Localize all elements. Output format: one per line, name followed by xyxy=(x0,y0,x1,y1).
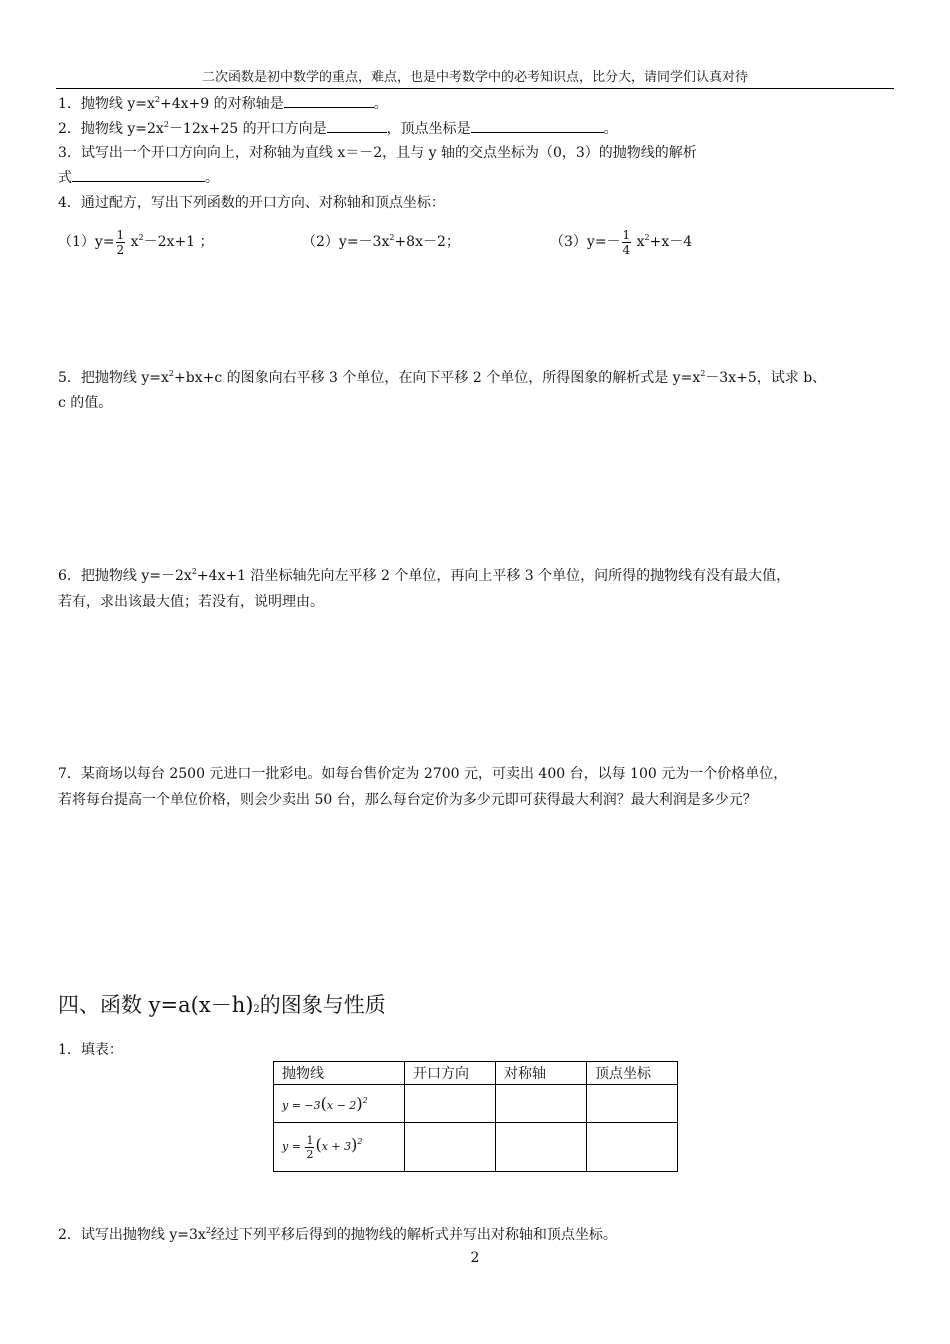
q4p1-rest: －2x+1 ； xyxy=(143,234,214,250)
question-4-title: 4．通过配方，写出下列函数的开口方向、对称轴和顶点坐标： xyxy=(58,195,445,211)
row1-vertex-cell[interactable] xyxy=(587,1085,678,1123)
fill-in-table xyxy=(273,1061,678,1172)
q1-exponent: 2 xyxy=(154,95,160,104)
header-rule xyxy=(56,88,894,89)
question-translation: 2．试写出抛物线 $y=3x^2$经过下列平移后得到的抛物线的解析式并写出对称轴和顶点坐标。 xyxy=(58,1226,617,1243)
question-6-line-1: 6．把抛物线 $y=-2x^2+4x+1$ 沿坐标轴先向左平移 2 个单位，再向上平移 3 个单位，问所得的抛物线有没有最大值， xyxy=(58,567,791,584)
question-7-line-2: 若将每台提高一个单位价格，则会少卖出 50 台，那么每台定价为多少元即可获得最大利润？最大利润是多少元？ xyxy=(58,792,757,808)
q4p1-fraction: $\frac{1}{2}$ xyxy=(116,227,125,257)
header-vertex: 顶点坐标 xyxy=(587,1062,678,1085)
q2-vertex-blank[interactable] xyxy=(471,118,604,133)
question-6-line-2: 若有，求出该最大值；若没有，说明理由。 xyxy=(58,594,324,610)
q4p3-prefix: （3）y=－ xyxy=(550,234,621,250)
q4p1-prefix: （1）y= xyxy=(58,234,115,250)
question-4-part-1 xyxy=(58,225,214,259)
q4p1-x: x xyxy=(126,234,139,250)
q2-text-b: －12x+25 的开口方向是 xyxy=(168,121,327,137)
page-number: 2 xyxy=(470,1250,480,1266)
q2-exponent: 2 xyxy=(163,120,169,129)
q3-text-b: 。 xyxy=(205,170,219,186)
question-3-line-1: 3．试写出一个开口方向向上，对称轴为直线 x＝－2，且与 y 轴的交点坐标为（0，3）的抛物线的解析 xyxy=(58,145,697,161)
question-5-line-1: 5．把抛物线 $y=x^2+bx+c$ 的图象向右平移 3 个单位，在向下平移 2 个单位，所得图象的解析式是 $y=x^2-3x+5$，试求 b、 xyxy=(58,369,827,386)
q2-direction-blank[interactable] xyxy=(327,118,387,133)
q4p2-rest: +8x－2； xyxy=(394,234,460,250)
q4p3-fraction: $\frac{1}{4}$ xyxy=(622,227,631,257)
q2-text-c: ，顶点坐标是 xyxy=(386,121,471,137)
header-parabola: 抛物线 xyxy=(274,1062,405,1085)
q4p3-x: x xyxy=(632,234,645,250)
row2-axis-cell[interactable] xyxy=(496,1123,587,1172)
header-opening-direction: 开口方向 xyxy=(405,1062,496,1085)
row1-formula: $y = -3(x - 2)^2$ xyxy=(274,1085,405,1123)
question-4-part-2 xyxy=(302,225,460,259)
row2-direction-cell[interactable] xyxy=(405,1123,496,1172)
q1-answer-blank[interactable] xyxy=(284,93,374,108)
question-1 xyxy=(58,93,388,114)
table-row xyxy=(274,1085,678,1123)
row1-direction-cell[interactable] xyxy=(405,1085,496,1123)
section-heading: 四、函数 y=a(x－h)2的图象与性质 xyxy=(58,993,386,1017)
page-header: 二次函数是初中数学的重点，难点，也是中考数学中的必考知识点，比分大，请同学们认真对待 xyxy=(201,70,748,85)
q4p2-prefix: （2）y=－3x xyxy=(302,234,390,250)
question-7-line-1: 7．某商场以每台 2500 元进口一批彩电。如每台售价定为 2700 元，可卖出 400 台，以每 100 元为一个价格单位， xyxy=(58,766,788,782)
table-row xyxy=(274,1123,678,1172)
table-header-row xyxy=(274,1062,678,1085)
question-5-line-2: c 的值。 xyxy=(58,395,113,411)
q3-answer-blank[interactable] xyxy=(72,167,205,182)
question-3-line-2 xyxy=(58,167,219,188)
q4p1-exponent: 2 xyxy=(138,233,144,242)
header-axis-of-symmetry: 对称轴 xyxy=(496,1062,587,1085)
q2-text-d: 。 xyxy=(603,121,618,137)
q1-text-c: 。 xyxy=(373,96,388,112)
q1-text-b: +4x+9 的对称轴是 xyxy=(160,96,284,112)
q3-text-a: 式 xyxy=(58,170,72,186)
q4p2-exponent: 2 xyxy=(389,233,395,242)
row2-vertex-cell[interactable] xyxy=(587,1123,678,1172)
fill-table-instruction: 1．填表： xyxy=(58,1042,123,1058)
q4p3-rest: +x－4 xyxy=(649,234,693,250)
row2-formula: y = $\frac{1}{2}$ $(x + 3)^2$ xyxy=(274,1123,405,1172)
question-2 xyxy=(58,118,618,139)
q4p3-exponent: 2 xyxy=(644,233,650,242)
row1-axis-cell[interactable] xyxy=(496,1085,587,1123)
question-4-part-3 xyxy=(550,225,692,259)
q1-text-a: 1．抛物线 y=x xyxy=(58,96,155,112)
q2-text-a: 2．抛物线 y=2x xyxy=(58,121,164,137)
